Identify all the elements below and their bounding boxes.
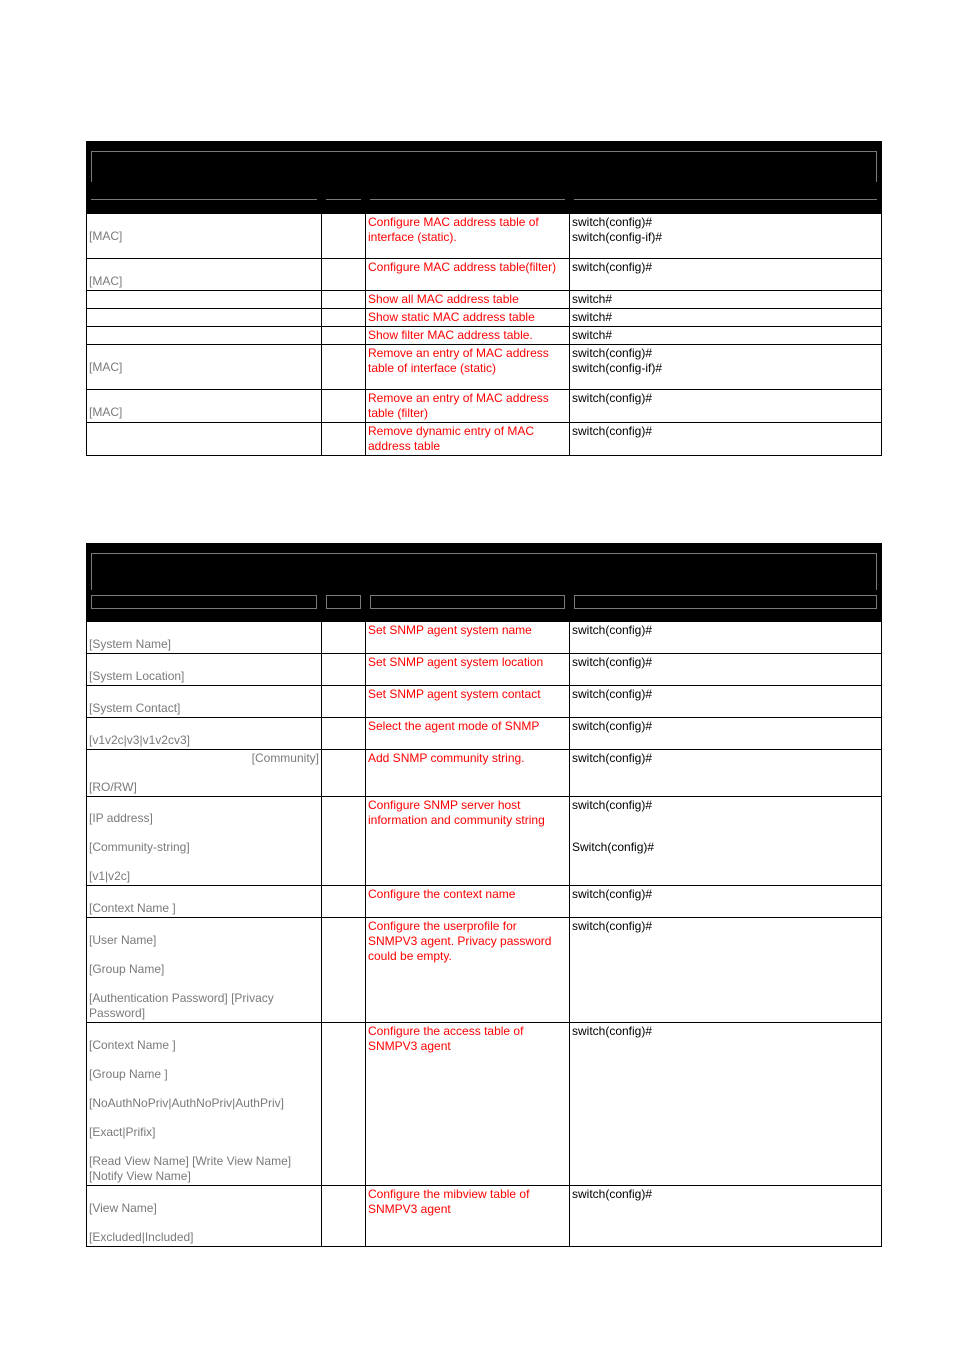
table-row (87, 1186, 882, 1247)
param-cell: [User Name] [Group Name] [Authentication Password] [Privacy Password] (87, 918, 322, 1023)
param-cell: [MAC] (87, 390, 322, 423)
level-cell (322, 390, 366, 423)
table-row (87, 291, 882, 309)
param-cell: [MAC] (87, 214, 322, 259)
level-cell (322, 1023, 366, 1186)
param-cell (87, 327, 322, 345)
function-cell: Configure the context name (366, 886, 570, 918)
header-command (87, 184, 322, 214)
table-row (87, 1023, 882, 1186)
level-cell (322, 259, 366, 291)
table-row (87, 886, 882, 918)
function-cell: Set SNMP agent system location (366, 654, 570, 686)
level-cell (322, 345, 366, 390)
function-cell: Configure MAC address table(filter) (366, 259, 570, 291)
table-row (87, 918, 882, 1023)
table-header-row (87, 592, 882, 622)
level-cell (322, 1186, 366, 1247)
level-cell (322, 214, 366, 259)
header-function (366, 184, 570, 214)
mode-cell: switch(config)# switch(config-if)# (570, 345, 882, 390)
param-cell (87, 291, 322, 309)
level-cell (322, 797, 366, 886)
level-cell (322, 309, 366, 327)
level-cell (322, 622, 366, 654)
table-row (87, 327, 882, 345)
mode-cell: switch(config)# (570, 423, 882, 456)
level-cell (322, 654, 366, 686)
level-cell (322, 327, 366, 345)
function-cell: Configure SNMP server host information and community string (366, 797, 570, 886)
table-title-cell (87, 142, 882, 184)
mode-cell: switch# (570, 309, 882, 327)
param-cell: [Context Name ] (87, 886, 322, 918)
mode-cell: switch(config)# (570, 750, 882, 797)
table-row (87, 390, 882, 423)
mode-cell: switch(config)# (570, 1186, 882, 1247)
table-row (87, 622, 882, 654)
table-row (87, 423, 882, 456)
function-cell: Configure the mibview table of SNMPV3 agent (366, 1186, 570, 1247)
param-cell: [View Name] [Excluded|Included] (87, 1186, 322, 1247)
function-cell: Remove dynamic entry of MAC address table (366, 423, 570, 456)
param-cell: [System Location] (87, 654, 322, 686)
param-cell: [Context Name ] [Group Name ] [NoAuthNoPriv|AuthNoPriv|AuthPriv] [Exact|Prifix] [Read View Name] [Write View Name] [Notify View Name] (87, 1023, 322, 1186)
table-row (87, 309, 882, 327)
function-cell: Set SNMP agent system contact (366, 686, 570, 718)
table-row (87, 686, 882, 718)
header-function (366, 592, 570, 622)
header-mode (570, 592, 882, 622)
mode-cell: switch(config)# (570, 686, 882, 718)
table-header-row (87, 184, 882, 214)
function-cell: Configure the access table of SNMPV3 agent (366, 1023, 570, 1186)
function-cell: Remove an entry of MAC address table of interface (static) (366, 345, 570, 390)
table-row (87, 214, 882, 259)
table-row (87, 345, 882, 390)
snmp-command-table (86, 543, 882, 1247)
param-cell: [v1v2c|v3|v1v2cv3] (87, 718, 322, 750)
level-cell (322, 886, 366, 918)
mode-cell: switch# (570, 291, 882, 309)
param-cell: [MAC] (87, 259, 322, 291)
mode-cell: switch(config)# (570, 259, 882, 291)
function-cell: Show all MAC address table (366, 291, 570, 309)
level-cell (322, 423, 366, 456)
header-level (322, 592, 366, 622)
mode-cell: switch(config)# (570, 886, 882, 918)
mode-cell: switch(config)# (570, 390, 882, 423)
function-cell: Configure the userprofile for SNMPV3 agent. Privacy password could be empty. (366, 918, 570, 1023)
function-cell: Add SNMP community string. (366, 750, 570, 797)
param-cell (87, 309, 322, 327)
mode-cell: switch(config)# (570, 1023, 882, 1186)
function-cell: Show filter MAC address table. (366, 327, 570, 345)
param-cell: [System Name] (87, 622, 322, 654)
level-cell (322, 291, 366, 309)
mode-cell: switch(config)# (570, 918, 882, 1023)
header-mode (570, 184, 882, 214)
table-title-row (87, 544, 882, 592)
table-title-row (87, 142, 882, 184)
mode-cell: switch(config)# (570, 622, 882, 654)
table-title-cell (87, 544, 882, 592)
table-row (87, 718, 882, 750)
function-cell: Show static MAC address table (366, 309, 570, 327)
param-cell: [System Contact] (87, 686, 322, 718)
level-cell (322, 686, 366, 718)
level-cell (322, 750, 366, 797)
function-cell: Configure MAC address table of interface (static). (366, 214, 570, 259)
param-cell: [MAC] (87, 345, 322, 390)
mode-cell: switch(config)# switch(config-if)# (570, 214, 882, 259)
mode-cell: switch(config)# (570, 654, 882, 686)
mode-cell: switch# (570, 327, 882, 345)
param-cell (87, 423, 322, 456)
function-cell: Select the agent mode of SNMP (366, 718, 570, 750)
table-row (87, 654, 882, 686)
mode-cell: switch(config)# Switch(config)# (570, 797, 882, 886)
param-cell: [Community] [RO/RW] (87, 750, 322, 797)
function-cell: Remove an entry of MAC address table (filter) (366, 390, 570, 423)
mode-cell: switch(config)# (570, 718, 882, 750)
table-row (87, 750, 882, 797)
param-cell: [IP address] [Community-string] [v1|v2c] (87, 797, 322, 886)
header-command (87, 592, 322, 622)
mac-command-table (86, 141, 882, 456)
table-row (87, 259, 882, 291)
level-cell (322, 918, 366, 1023)
header-level (322, 184, 366, 214)
table-row (87, 797, 882, 886)
function-cell: Set SNMP agent system name (366, 622, 570, 654)
level-cell (322, 718, 366, 750)
